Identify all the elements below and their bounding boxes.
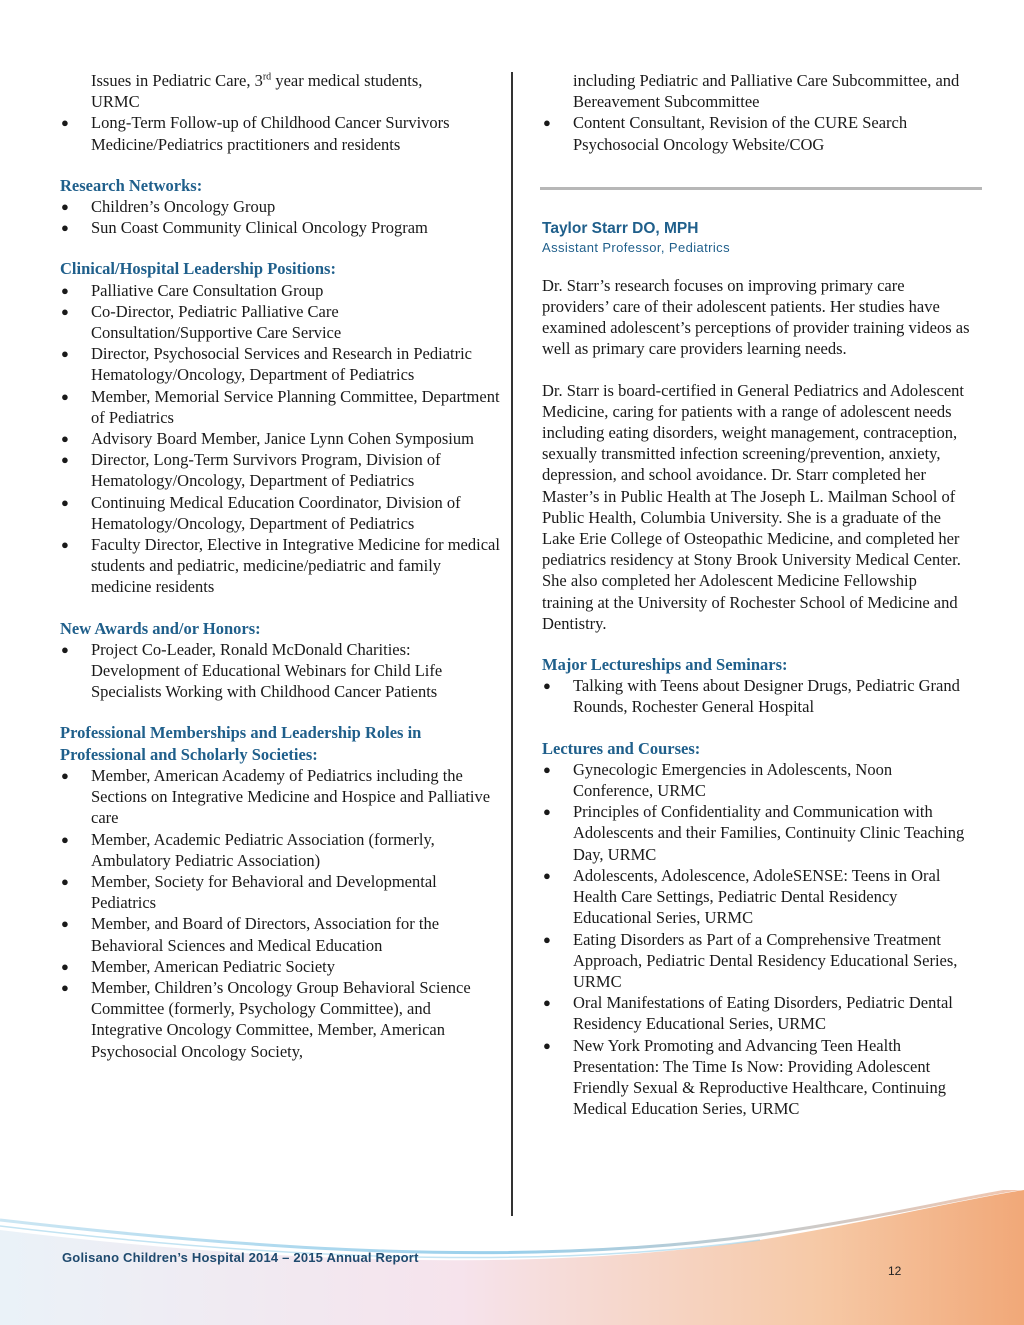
section-heading: Clinical/Hospital Leadership Positions: bbox=[60, 259, 336, 279]
list-item: ● Member, American Academy of Pediatrics including the Sections on Integrative Medicine and Hospice and Palliative care bbox=[61, 765, 491, 828]
list-item: ● Children’s Oncology Group bbox=[61, 197, 276, 217]
column-divider bbox=[511, 72, 513, 1216]
continued-text: Issues in Pediatric Care, 3rd year medical students, bbox=[91, 71, 423, 90]
list-item: ● Adolescents, Adolescence, AdoleSENSE: Teens in Oral Health Care Settings, Pediatric Dental Residency Educational Series, URMC bbox=[543, 865, 941, 928]
section-heading: New Awards and/or Honors: bbox=[60, 618, 261, 638]
list-item: ● Member, Society for Behavioral and Developmental Pediatrics bbox=[61, 871, 437, 913]
section-heading: Major Lectureships and Seminars: bbox=[542, 655, 788, 675]
list-item: ● Project Co-Leader, Ronald McDonald Charities: Development of Educational Webinars for Child Life Specialists Working with Childhood Cancer Patients bbox=[61, 639, 443, 702]
list-item: ● Long-Term Follow-up of Childhood Cancer Survivors Medicine/Pediatrics practitioners and residents bbox=[61, 113, 450, 154]
list-item: ● Continuing Medical Education Coordinator, Division of Hematology/Oncology, Department of Pediatrics bbox=[61, 492, 461, 533]
list-item: ● Gynecologic Emergencies in Adolescents, Noon Conference, URMC bbox=[543, 759, 893, 801]
list-item: ● Oral Manifestations of Eating Disorders, Pediatric Dental Residency Educational Series, URMC bbox=[543, 993, 953, 1034]
bullet-list bbox=[60, 112, 500, 154]
bullet-list bbox=[60, 196, 500, 238]
list-item: ● New York Promoting and Advancing Teen Health Presentation: The Time Is Now: Providing Adolescent Friendly Sexual & Reproductive Healthcare, Continuing Medical Education Series, URMC bbox=[543, 1035, 946, 1119]
list-item: ● Advisory Board Member, Janice Lynn Cohen Symposium bbox=[61, 429, 474, 449]
bullet-list bbox=[60, 639, 500, 703]
list-item: ● Member, Children’s Oncology Group Behavioral Science Committee (formerly, Psychology Committee), and Integrative Oncology Committee, Member, American Psychosocial Oncology Society, bbox=[61, 977, 471, 1061]
list-item: ● Co-Director, Pediatric Palliative Care Consultation/Supportive Care Service bbox=[61, 301, 342, 343]
continued-text: including Pediatric and Palliative Care Subcommittee, and Bereavement Subcommittee bbox=[573, 71, 960, 112]
section-heading: Professional Memberships and Leadership Roles in Professional and Scholarly Societies: bbox=[60, 723, 422, 764]
faculty-title: Assistant Professor, Pediatrics bbox=[542, 239, 730, 255]
bullet-list bbox=[60, 280, 500, 598]
footer-report-title: Golisano Children’s Hospital 2014 – 2015 Annual Report bbox=[62, 1250, 419, 1265]
section-divider bbox=[540, 187, 982, 190]
page-number: 12 bbox=[888, 1264, 902, 1278]
faculty-name: Taylor Starr DO, MPH bbox=[542, 219, 699, 237]
left-column bbox=[60, 70, 500, 1062]
bio-paragraph: Dr. Starr’s research focuses on improving primary care providers’ care of their adolescent patients. Her studies have examined adolescent’s perceptions of provider training videos as well as primary care providers learning needs. bbox=[542, 275, 970, 359]
right-column bbox=[542, 70, 972, 1119]
list-item: ● Faculty Director, Elective in Integrative Medicine for medical students and pediatric, medicine/pediatric and family medicine residents bbox=[61, 535, 500, 597]
list-item: ● Director, Long-Term Survivors Program, Division of Hematology/Oncology, Department of Pediatrics bbox=[61, 450, 441, 491]
continued-text: URMC bbox=[91, 92, 140, 112]
list-item: ● Content Consultant, Revision of the CURE Search Psychosocial Oncology Website/COG bbox=[543, 113, 908, 154]
list-item: ● Director, Psychosocial Services and Research in Pediatric Hematology/Oncology, Department of Pediatrics bbox=[61, 344, 473, 385]
list-item: ● Member, Academic Pediatric Association (formerly, Ambulatory Pediatric Association) bbox=[61, 829, 435, 870]
bullet-list bbox=[542, 112, 972, 154]
section-heading: Lectures and Courses: bbox=[542, 738, 701, 758]
bullet-list bbox=[542, 675, 972, 717]
list-item: ● Member, Memorial Service Planning Committee, Department of Pediatrics bbox=[61, 386, 500, 427]
bullet-list bbox=[60, 765, 500, 1062]
list-item: ● Principles of Confidentiality and Communication with Adolescents and their Families, Continuity Clinic Teaching Day, URMC bbox=[543, 802, 965, 864]
bio-paragraph: Dr. Starr is board-certified in General Pediatrics and Adolescent Medicine, caring for patients with a range of adolescent needs including eating disorders, weight management, contraception, sexually transmitted infection screening/prevention, anxiety, depression, and school avoidance. Dr. Starr completed her Master’s in Public Health at The Joseph L. Mailman School of Public Health, Columbia University. She is a graduate of the Lake Erie College of Osteopathic Medicine, and completed her pediatrics residency at Stony Brook University Medical Center. She also completed her Adolescent Medicine Fellowship training at the University of Rochester School of Medicine and Dentistry. bbox=[542, 380, 964, 633]
list-item: ● Member, American Pediatric Society bbox=[61, 956, 336, 976]
list-item: ● Palliative Care Consultation Group bbox=[61, 280, 324, 300]
list-item: ● Sun Coast Community Clinical Oncology Program bbox=[61, 218, 428, 238]
section-heading: Research Networks: bbox=[60, 175, 203, 195]
bullet-list bbox=[542, 759, 972, 1119]
list-item: ● Talking with Teens about Designer Drugs, Pediatric Grand Rounds, Rochester General Hospital bbox=[543, 676, 960, 717]
list-item: ● Member, and Board of Directors, Association for the Behavioral Sciences and Medical Education bbox=[61, 914, 440, 955]
list-item: ● Eating Disorders as Part of a Comprehensive Treatment Approach, Pediatric Dental Residency Educational Series, URMC bbox=[543, 929, 958, 991]
